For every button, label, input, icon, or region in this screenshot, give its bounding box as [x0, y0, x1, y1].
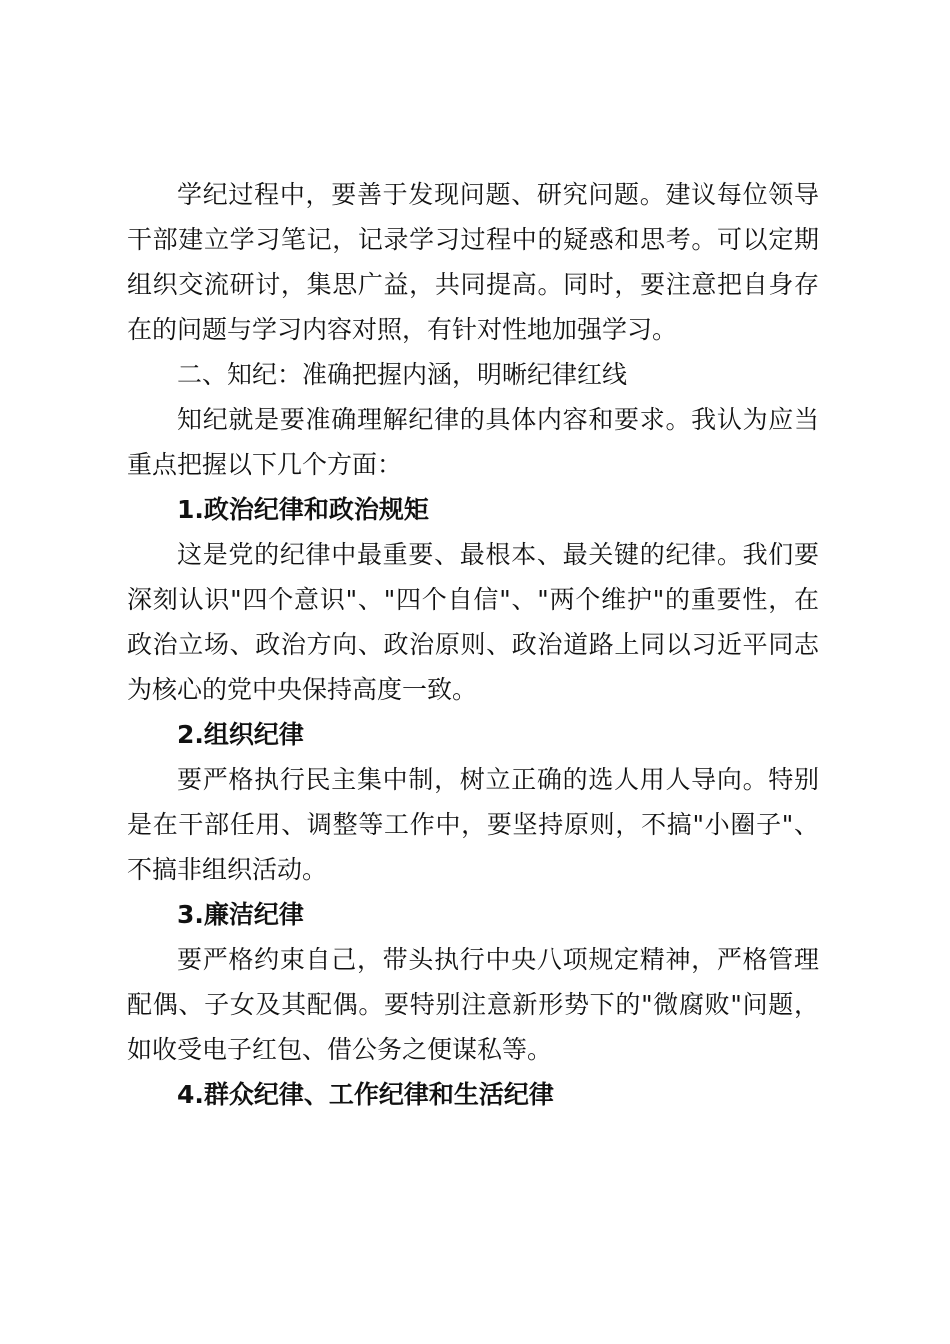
paragraph-study-discipline: 学纪过程中，要善于发现问题、研究问题。建议每位领导干部建立学习笔记，记录学习过程中的疑惑和思考。可以定期组织交流研讨，集思广益，共同提高。同时，要注意把自身存在的问题与学习内容对照，有针对性地加强学习。	[127, 180, 819, 344]
heading-mass-work-life-discipline: 4.群众纪律、工作纪律和生活纪律	[177, 1080, 554, 1109]
paragraph-organizational-discipline: 要严格执行民主集中制，树立正确的选人用人导向。特别是在干部任用、调整等工作中，要坚持原则，不搞"小圈子"、不搞非组织活动。	[127, 765, 819, 884]
heading-organizational-discipline: 2.组织纪律	[177, 720, 304, 749]
paragraph-know-discipline-intro: 知纪就是要准确理解纪律的具体内容和要求。我认为应当重点把握以下几个方面：	[127, 405, 819, 479]
document-body	[127, 172, 819, 1117]
heading-integrity-discipline: 3.廉洁纪律	[177, 900, 304, 929]
heading-political-discipline: 1.政治纪律和政治规矩	[177, 495, 429, 524]
paragraph-integrity-discipline: 要严格约束自己，带头执行中央八项规定精神，严格管理配偶、子女及其配偶。要特别注意新形势下的"微腐败"问题，如收受电子红包、借公务之便谋私等。	[127, 945, 819, 1064]
paragraph-political-discipline: 这是党的纪律中最重要、最根本、最关键的纪律。我们要深刻认识"四个意识"、"四个自信"、"两个维护"的重要性，在政治立场、政治方向、政治原则、政治道路上同以习近平同志为核心的党中央保持高度一致。	[127, 540, 819, 704]
section-heading-know-discipline: 二、知纪：准确把握内涵，明晰纪律红线	[177, 360, 628, 389]
